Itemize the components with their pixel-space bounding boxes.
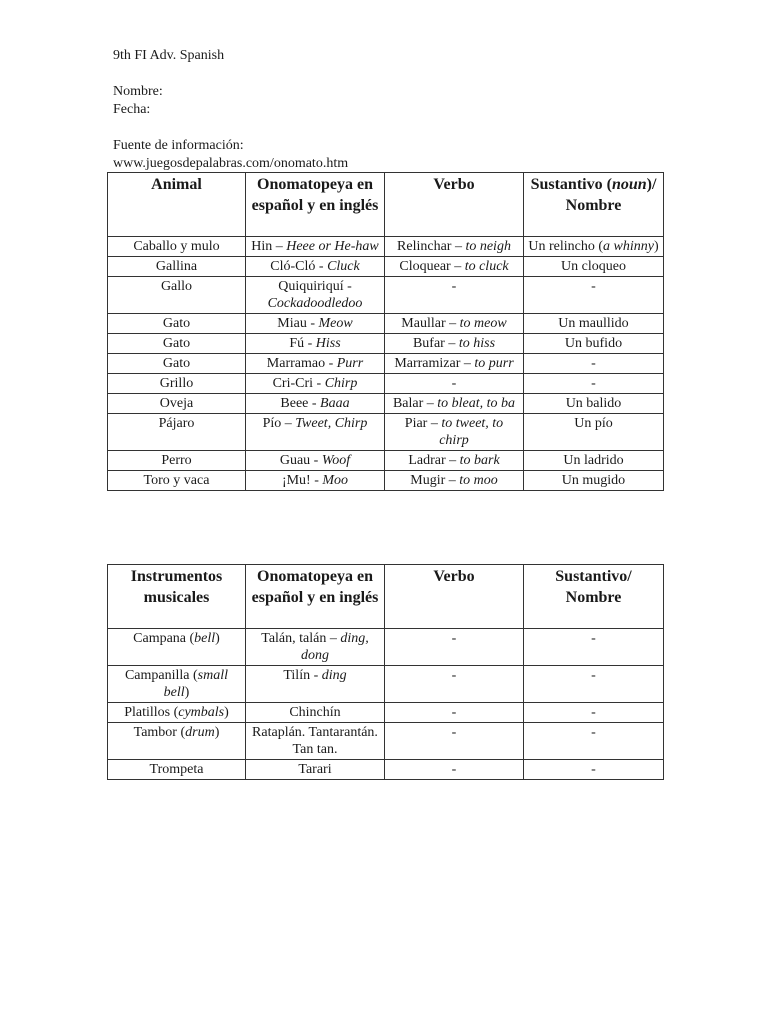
table-row (108, 314, 664, 334)
source-url: www.juegosdepalabras.com/onomato.htm (113, 156, 349, 171)
cell-verb: Bufar – to hiss (385, 334, 524, 354)
cell-item: Perro (108, 451, 246, 471)
table-row (108, 471, 664, 491)
cell-onomatopoeia: Marramao - Purr (246, 354, 385, 374)
course-title: 9th FI Adv. Spanish (113, 48, 225, 63)
header-instrument: Instrumentos musicales (108, 565, 246, 629)
document-header (113, 47, 348, 173)
cell-item: Tambor (drum) (108, 723, 246, 760)
cell-item: Pájaro (108, 414, 246, 451)
cell-item: Platillos (cymbals) (108, 703, 246, 723)
table-row (108, 237, 664, 257)
table-row (108, 703, 664, 723)
cell-verb: - (385, 723, 524, 760)
header-onomatopoeia: Onomatopeya en español y en inglés (246, 173, 385, 237)
cell-onomatopoeia: Tarari (246, 760, 385, 780)
cell-item: Gallo (108, 277, 246, 314)
cell-onomatopoeia: Miau - Meow (246, 314, 385, 334)
cell-onomatopoeia: Cló-Cló - Cluck (246, 257, 385, 277)
cell-noun: Un pío (524, 414, 664, 451)
cell-onomatopoeia: Fú - Hiss (246, 334, 385, 354)
cell-item: Oveja (108, 394, 246, 414)
cell-onomatopoeia: Chinchín (246, 703, 385, 723)
cell-noun: Un relincho (a whinny) (524, 237, 664, 257)
cell-item: Gato (108, 354, 246, 374)
header-animal: Animal (108, 173, 246, 237)
header-onomatopoeia: Onomatopeya en español y en inglés (246, 565, 385, 629)
cell-noun: Un ladrido (524, 451, 664, 471)
cell-noun: - (524, 354, 664, 374)
cell-item: Grillo (108, 374, 246, 394)
cell-verb: - (385, 666, 524, 703)
table-row (108, 257, 664, 277)
cell-item: Caballo y mulo (108, 237, 246, 257)
cell-verb: Relinchar – to neigh (385, 237, 524, 257)
cell-onomatopoeia: Tilín - ding (246, 666, 385, 703)
cell-noun: - (524, 666, 664, 703)
cell-verb: - (385, 277, 524, 314)
cell-item: Trompeta (108, 760, 246, 780)
header-noun: Sustantivo (noun)/ Nombre (524, 173, 664, 237)
cell-noun: - (524, 374, 664, 394)
table-row (108, 374, 664, 394)
header-verb: Verbo (385, 173, 524, 237)
cell-verb: - (385, 629, 524, 666)
cell-noun: - (524, 277, 664, 314)
cell-onomatopoeia: ¡Mu! - Moo (246, 471, 385, 491)
cell-onomatopoeia: Pío – Tweet, Chirp (246, 414, 385, 451)
table-row (108, 277, 664, 314)
name-label: Nombre: (113, 84, 163, 99)
cell-onomatopoeia: Rataplán. Tantarantán. Tan tan. (246, 723, 385, 760)
cell-noun: - (524, 760, 664, 780)
cell-item: Toro y vaca (108, 471, 246, 491)
cell-item: Gato (108, 334, 246, 354)
cell-noun: - (524, 723, 664, 760)
cell-noun: Un balido (524, 394, 664, 414)
cell-verb: Balar – to bleat, to ba (385, 394, 524, 414)
cell-verb: Ladrar – to bark (385, 451, 524, 471)
cell-onomatopoeia: Talán, talán – ding, dong (246, 629, 385, 666)
cell-noun: Un cloqueo (524, 257, 664, 277)
cell-noun: Un bufido (524, 334, 664, 354)
table-row (108, 394, 664, 414)
cell-item: Gato (108, 314, 246, 334)
table-row (108, 723, 664, 760)
cell-item: Gallina (108, 257, 246, 277)
header-verb: Verbo (385, 565, 524, 629)
cell-noun: Un mugido (524, 471, 664, 491)
table-header-row (108, 173, 664, 237)
table-row (108, 760, 664, 780)
animals-table (107, 172, 664, 491)
table-header-row (108, 565, 664, 629)
table-row (108, 354, 664, 374)
cell-verb: - (385, 374, 524, 394)
cell-verb: - (385, 760, 524, 780)
date-label: Fecha: (113, 102, 151, 117)
table-row (108, 629, 664, 666)
cell-onomatopoeia: Guau - Woof (246, 451, 385, 471)
cell-noun: - (524, 629, 664, 666)
cell-verb: Marramizar – to purr (385, 354, 524, 374)
table-row (108, 451, 664, 471)
header-noun: Sustantivo/ Nombre (524, 565, 664, 629)
cell-noun: Un maullido (524, 314, 664, 334)
cell-item: Campana (bell) (108, 629, 246, 666)
cell-onomatopoeia: Beee - Baaa (246, 394, 385, 414)
instruments-table (107, 564, 664, 780)
cell-item: Campanilla (small bell) (108, 666, 246, 703)
cell-onomatopoeia: Quiquiriquí - Cockadoodledoo (246, 277, 385, 314)
cell-onomatopoeia: Hin – Heee or He-haw (246, 237, 385, 257)
cell-verb: Piar – to tweet, to chirp (385, 414, 524, 451)
table-row (108, 666, 664, 703)
table-row (108, 334, 664, 354)
source-label: Fuente de información: (113, 138, 244, 153)
cell-verb: - (385, 703, 524, 723)
table-row (108, 414, 664, 451)
cell-verb: Mugir – to moo (385, 471, 524, 491)
cell-verb: Maullar – to meow (385, 314, 524, 334)
cell-noun: - (524, 703, 664, 723)
cell-onomatopoeia: Cri-Cri - Chirp (246, 374, 385, 394)
cell-verb: Cloquear – to cluck (385, 257, 524, 277)
